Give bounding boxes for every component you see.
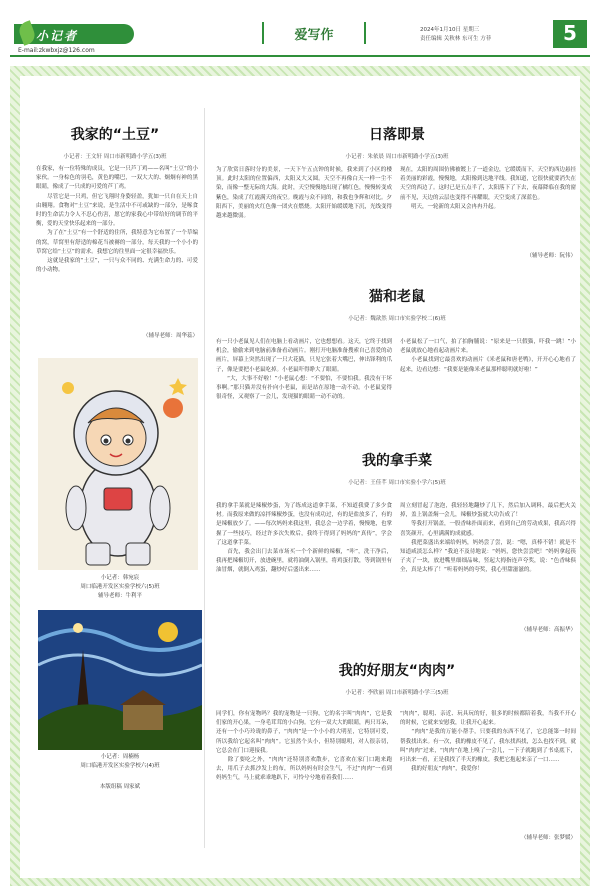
column-divider — [204, 108, 205, 848]
article-byline: 小记者：王文轩 周口市新明路小学五(3)班 — [63, 154, 167, 160]
editors: 责任编辑 关秋林 东可生 方菲 — [420, 36, 492, 42]
dateline — [420, 26, 540, 44]
header-rule — [10, 55, 590, 57]
article-body-left: 同学们，你有宠物吗？我的宠物是一只狗，它的名字叫“肉肉”，它是我们家的开心果，一身毛茸茸的小白狗。它有一双大大的眼睛，两只耳朵，还有一个小巧玲珑的鼻子，“肉肉”是一个小小的大明星，它特别可爱，所以我给它起名叫“肉肉”。它虽然个头小，但特别聪明，对人很亲切，它总会在门口迎接我。 除了要吃之外，“肉肉”还特别喜欢散步，它喜欢在家门口跑来跑去，用爪子去抓沙发上的布，所以妈妈有时会生气，不过“肉肉”一看到妈妈生气，马上就乖乖地趴下，可怜兮兮地看着我们…… — [216, 711, 392, 782]
page-number: 5 — [553, 20, 587, 48]
article-body-right: 小老鼠松了一口气，拍了拍胸脯说：“原来是一只假猫，吓我一跳！”小老鼠就放心地看起动画片来。 小老鼠找到它最喜欢的动画片《米老鼠和唐老鸭》，开开心心地看了起来，边看边想：“我要是能像米老鼠那样聪明就好啦！” — [400, 339, 576, 373]
article-title: 猫和老鼠 — [369, 289, 425, 305]
article-teacher: （辅导老师：张梦媛） — [520, 835, 576, 841]
article-title: 我的好朋友“肉肉” — [338, 663, 456, 679]
article-byline: 小记者：朱依晨 周口市新明路小学五(3)班 — [345, 154, 449, 160]
caption-name: 小记者：周楠杨 — [100, 754, 140, 760]
article-body-left: 有一只小老鼠见人们在电脑上看动画片，它也想想看。这天，它终于找到机会，偷偷来到电脑前准备看动画片。刚打开电脑准备搜索自己喜爱的动画片，屏幕上突然出现了一只大花猫，只见它张着大嘴巴，伸出锋利的爪子，像是要把小老鼠吃掉。小老鼠吓得睁大了眼睛。 “大，大事不好啦！”小老鼠心想：“不要怕，不要怕我。我没有干坏事啊。”那只猫并没有扑向小老鼠，而是站在原地一动不动。小老鼠觉得很奇怪，又观察了一会儿，发现猫的眼睛一动不动的。 — [216, 339, 392, 401]
masthead: 小记者 — [14, 24, 134, 44]
article-body-right: “肉肉”，聪明、亲近、玩具玩的好，很多的时候都陪着我，当我不开心的时候，它就来安慰我，让我开心起来。 “肉肉”是我的万能小帮手，只要我的东西不见了，它总能第一时间帮我找出来。有一次，我的橡皮不见了，我东找西找，怎么也找不到，就叫“肉肉”过来，“肉肉”在地上嗅了一会儿，一下子就跑到了书桌底下，叼出来一看，正是我找了半天的橡皮，我把它抱起来亲了一口…… 我的好朋友“肉肉”，我爱你！ — [400, 711, 576, 773]
date: 2024年1月10日 星期三 — [420, 27, 480, 33]
article-byline: 小记者：魏歆然 周口市实验学校二(6)班 — [348, 316, 446, 322]
article-body: 在我家，有一位特殊的成员，它是一只芦丁鸡——名叫“土豆”的小家伙。一身棕色的羽毛，黄色的嘴巴，一双大大的、炯炯有神的黑眼睛，像成了一只成的可爱的芦丁鸡。 尽管它是一只鸡，但它飞翔时身姿轻盈，犹如一只自在天上自由翱翔。食物对“土豆”来说，是生活中不可或缺的一部分，是啄食时的生命活力令人不忍心伤害，愿它的家我心中带给好的调节的平衡，爱的天堂快乐起来的一部分。 为了在“土豆”有一个舒适的住所，我特意为它布置了一个草编的窝，草窝里有舒适的棉花当被褥的一部分，每天我的一个小小的草窝它给“土豆”的需求。我想它的往里面一定很幸福快乐。 这就是我家的“土豆”，一只与众不同的、充满生命力的、可爱的小动物。 — [36, 166, 198, 274]
caption-school: 周口临港开发区实验学校六(4)班 — [80, 763, 160, 769]
article-byline: 小记者：李欣丽 周口市新明路小学三(5)班 — [345, 690, 449, 696]
article-teacher: （辅导老师：阮伟） — [526, 253, 576, 259]
caption-school: 周口临港开发区实验学校六(5)班 — [80, 584, 160, 590]
article-body-left: 为了欣赏日落时分的美景，一天下午五点钟的时候，我来到了小区的楼顶。此时太阳的位置偏西，太阳又大又圆。天空不再像白天一样一尘不染，而像一整无际的大海。此时，天空慢慢地出现了橘红色，慢慢转变成紫色，染成了红霞满天的夜空。晚霞与众不同的，和我也争辉和对比。夕阳西下，美丽的火红色像一团火在燃烧。太阳开始缓缓地下沉，光线变得越来越微弱。 — [216, 167, 392, 220]
image-caption — [38, 753, 202, 771]
article-body-right: 周立刻冒起了泡泡，我轻轻地翻炒了几下，然后加入调料，最后把火关掉，盖上锅盖焖一会儿，辣椒炒蛋就大功告成了！ 等我打开锅盖，一股香味扑面而来，看到自己的劳动成果，我高兴得喜笑颜开，心里满满的成就感。 我把菜盛出来端给妈妈，妈妈尝了尝，说：“嗯，真棒不错！就是不知道咸淡怎么样？”我迫不及待地说：“妈妈，您快尝尝吧！”妈妈拿起筷子夹了一块，放进嘴里细细品味，竖起大拇指连声夸奖，说：“色香味俱全，真是太棒了！”听着妈妈的夸奖，我心里甜滋滋的。 — [400, 503, 576, 574]
night-painting — [38, 610, 202, 750]
article-title: 我的拿手菜 — [362, 453, 432, 469]
image-caption — [38, 574, 202, 601]
editor-note: 本版组稿 周家斌 — [99, 784, 141, 790]
article-title: 日落即景 — [369, 127, 425, 143]
astronaut-drawing — [38, 358, 198, 570]
section-title: 爱写作 — [262, 22, 366, 44]
article-body-left: 我的拿手菜就是辣椒炒蛋，为了练成这道拿手菜，不知道我费了多少食材。而我原来做的凉拌辣椒炒蛋，也没有成功过，有的是盐放多了，有的是辣椒放少了。——每次妈妈来我这里，我总会一边学着，慢慢地，也掌握了一些技巧，经过许多次失败后，我终于得到了妈妈的“真传”，学会了这道拿手菜。 首先，我会出门去菜市场买一个个新鲜的辣椒，“咔”，洗干净后，我再把辣椒切开，放进碗里，就将油倒入锅里，将鸡蛋打散，等到锅里有油冒烟，就倒入鸡蛋，翻炒好后盛出来…… — [216, 503, 392, 574]
caption-name: 小记者：韩宛宸 — [100, 575, 140, 581]
page-header — [0, 0, 600, 56]
email: E-mail:zkwbxjz@126.com — [18, 47, 95, 54]
caption-teacher: 辅导老师：牛利平 — [97, 593, 142, 599]
article-body-right: 现在，太阳的周围仿佛被镀上了一道金边，它缓缓而下，天空的西边悬挂着美丽的彩霞，慢慢地，太阳像到达地平线。我知道，它很快就要消失在天空的西边了。这时已是五点半了，太阳落下了下去，夜幕降临在我的窗前不见，天边的云层也变得不再耀眼，天空变成了深蓝色。 明天，一轮新的太阳又会冉冉升起。 — [400, 167, 576, 210]
article-teacher: （辅导老师：高振华） — [520, 627, 576, 633]
article-title: 我家的“土豆” — [70, 127, 160, 143]
article-byline: 小记者：王佳芊 周口市实验小学六(5)班 — [348, 480, 446, 486]
article-teacher: （辅导老师：周华蕊） — [142, 333, 198, 339]
